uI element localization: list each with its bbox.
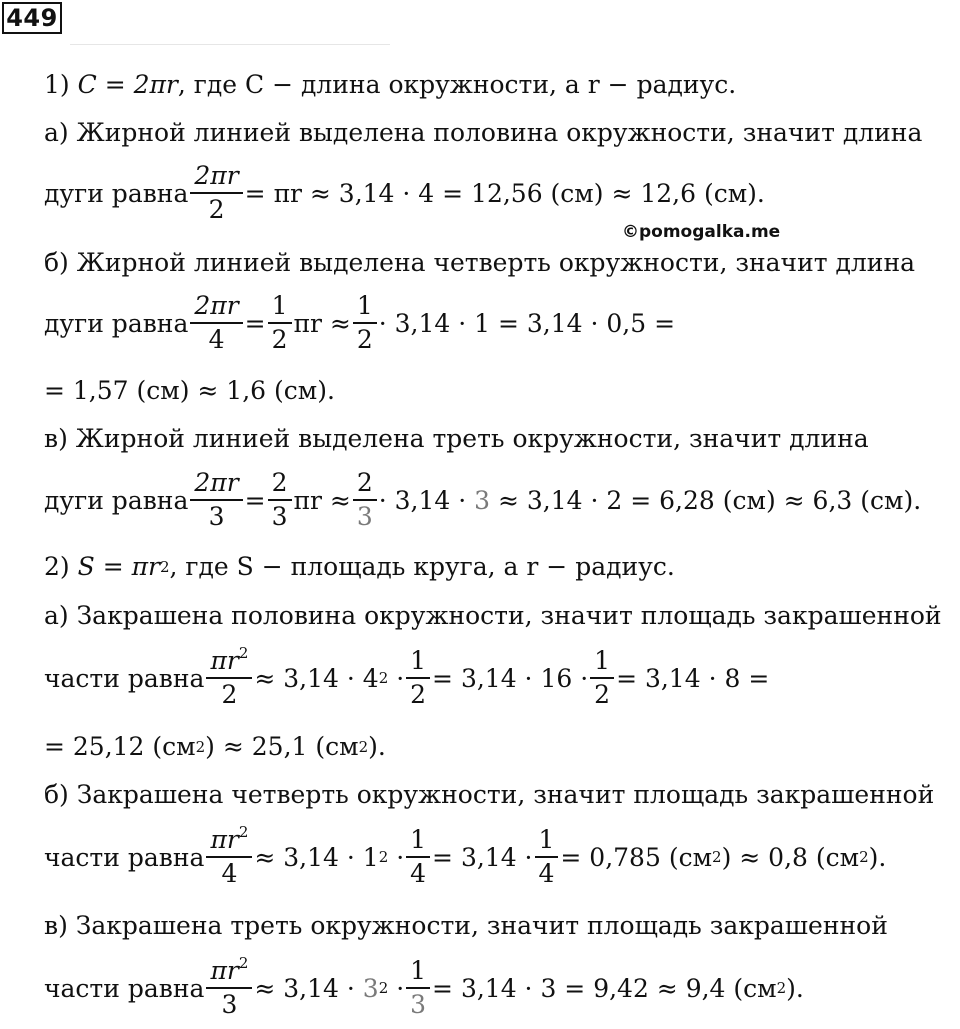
fraction-numerator: [208, 823, 250, 856]
part2-a-formula: части равна $\frac{\pi r^2}{2}$ ≈ 3,14 · 4 2 · $\frac{1}{2}$ = 3,14 · 16 · $\frac{1}{2}$ = 3,14 · 8 =: [44, 644, 770, 710]
part2-a-cont-a: = 25,12 (см: [44, 732, 196, 761]
mult-dot: ·: [396, 663, 405, 693]
part1-b-mid: πr ≈: [293, 308, 351, 338]
part2-c-formula: части равна $\frac{\pi r^2}{3}$ ≈ 3,14 · 3 2 · $\frac{1}{3}$ = 3,14 · 3 = 9,42 ≈ 9,4 (см 2 ).: [44, 954, 804, 1020]
fraction-numerator: 1: [271, 291, 288, 320]
fraction-denominator: 2: [206, 677, 252, 708]
exponent: 2: [238, 954, 249, 972]
part2-a-sentence: а) Закрашена половина окружности, значит площадь закрашенной: [44, 601, 942, 630]
fraction-denominator: 2: [590, 677, 614, 708]
part2-label: 2): [44, 552, 70, 581]
fraction: [355, 470, 375, 531]
fraction-denominator: 3: [406, 987, 430, 1018]
part2-c-text: [44, 913, 888, 938]
fraction: [192, 163, 240, 224]
part1-b-sentence: б) Жирной линией выделена четверть окружности, значит длина: [44, 248, 916, 277]
fraction-numerator: 1: [410, 956, 427, 985]
part1-c-mul: · 3,14 ·: [378, 485, 467, 515]
fraction: [208, 644, 250, 710]
part2-c-r2: ).: [786, 973, 804, 1003]
part1-formula: C = 2πr: [77, 70, 178, 99]
part1-intro-rest: , где C − длина окружности, а r − радиус.: [177, 70, 737, 99]
fraction-denominator: 2: [406, 677, 430, 708]
fraction: [408, 958, 428, 1019]
fraction-denominator: 4: [206, 856, 252, 887]
fraction-denominator: 3: [206, 987, 252, 1018]
fraction: [192, 470, 240, 531]
part2-c-lead: части равна: [44, 973, 205, 1003]
part1-b-lead: дуги равна: [44, 308, 189, 338]
part1-a-rest: = πr ≈ 3,14 · 4 = 12,56 (см) ≈ 12,6 (см).: [244, 178, 765, 208]
fraction: [208, 823, 250, 889]
part2-a-cont-b: ) ≈ 25,1 (см: [205, 732, 359, 761]
part1-b-text: [44, 250, 915, 275]
fraction-numerator: 1: [356, 291, 373, 320]
fraction-denominator: 3: [353, 499, 377, 530]
cancelled-factor: 3: [362, 973, 379, 1003]
faint-rule: [70, 44, 390, 45]
part1-a-lead: дуги равна: [44, 178, 189, 208]
part1-c-sentence: в) Жирной линией выделена треть окружности, значит длина: [44, 424, 869, 453]
fraction-numerator: [208, 954, 250, 987]
fraction-denominator: 4: [190, 322, 242, 353]
fraction-denominator: 2: [190, 192, 242, 223]
fraction-numerator: 2πr: [194, 161, 239, 190]
equals-sign: =: [244, 485, 266, 515]
part1-c-rest: ≈ 3,14 · 2 = 6,28 (см) ≈ 6,3 (см).: [497, 485, 922, 515]
fraction-numerator: 1: [410, 825, 427, 854]
part1-a-text: [44, 120, 922, 145]
part2-intro: 2) S = πr 2 , где S − площадь круга, а r − радиус.: [44, 552, 675, 581]
part2-b-sentence: б) Закрашена четверть окружности, значит площадь закрашенной: [44, 780, 935, 809]
part2-b-text: [44, 782, 934, 807]
fraction: [270, 293, 290, 354]
pi-r: πr: [210, 956, 239, 985]
fraction-numerator: [208, 644, 250, 677]
fraction-denominator: 3: [190, 499, 242, 530]
part1-a-sentence: а) Жирной линией выделена половина окружности, значит длина: [44, 118, 923, 147]
part2-b-r3: ).: [868, 842, 887, 872]
fraction: [208, 954, 250, 1020]
part2-a-s3: = 3,14 · 16 ·: [432, 663, 589, 693]
part2-b-lead: части равна: [44, 842, 205, 872]
problem-number: 449: [2, 2, 62, 34]
part2-b-formula: части равна $\frac{\pi r^2}{4}$ ≈ 3,14 · 1 2 · $\frac{1}{4}$ = 3,14 · $\frac{1}{4}$ = 0,785 (см 2 ) ≈ 0,8 (см 2 ).: [44, 823, 887, 889]
part2-a-text: [44, 603, 942, 628]
fraction-numerator: 2πr: [194, 291, 239, 320]
fraction: [592, 648, 612, 709]
fraction-denominator: 4: [535, 856, 559, 887]
part1-b-cont: = 1,57 (см) ≈ 1,6 (см).: [44, 376, 335, 405]
fraction-numerator: 2: [271, 468, 288, 497]
mult-dot: ·: [396, 973, 405, 1003]
watermark: ©pomogalka.me: [622, 222, 781, 242]
part2-c-s1: ≈ 3,14 ·: [254, 973, 355, 1003]
exponent: 2: [238, 644, 249, 662]
part2-formula: S = πr: [77, 552, 160, 581]
fraction: [192, 293, 240, 354]
mult-dot: ·: [396, 842, 405, 872]
exponent: 2: [238, 823, 249, 841]
fraction-numerator: 2: [356, 468, 373, 497]
part1-b-continuation: [44, 378, 335, 403]
fraction: [408, 648, 428, 709]
pi-r: πr: [210, 825, 239, 854]
part1-b-formula: [44, 293, 675, 354]
equals-sign: =: [244, 308, 266, 338]
fraction: [408, 827, 428, 888]
part1-c-text: [44, 426, 869, 451]
fraction: [355, 293, 375, 354]
part2-b-r2: ) ≈ 0,8 (см: [721, 842, 860, 872]
fraction-denominator: 3: [268, 499, 292, 530]
fraction-numerator: 2πr: [194, 468, 239, 497]
fraction-numerator: 1: [410, 646, 427, 675]
part1-b-rest: · 3,14 · 1 = 3,14 · 0,5 =: [378, 308, 676, 338]
part2-b-r1: = 0,785 (см: [560, 842, 713, 872]
part1-c-formula: [44, 470, 921, 531]
part2-a-continuation: = 25,12 (см 2 ) ≈ 25,1 (см 2 ).: [44, 732, 386, 761]
fraction-numerator: 1: [594, 646, 611, 675]
part1-a-formula: [44, 163, 765, 224]
part2-c-r1: = 3,14 · 3 = 9,42 ≈ 9,4 (см: [432, 973, 777, 1003]
part2-a-rest: = 3,14 · 8 =: [616, 663, 770, 693]
part1-c-lead: дуги равна: [44, 485, 189, 515]
part1-intro: [44, 72, 736, 97]
fraction: [270, 470, 290, 531]
fraction: [537, 827, 557, 888]
fraction-denominator: 2: [268, 322, 292, 353]
part1-label: 1): [44, 70, 70, 99]
fraction-numerator: 1: [538, 825, 555, 854]
part2-a-cont-c: ).: [368, 732, 386, 761]
part2-intro-rest: , где S − площадь круга, а r − радиус.: [169, 552, 675, 581]
part2-c-sentence: в) Закрашена треть окружности, значит площадь закрашенной: [44, 911, 888, 940]
cancelled-factor: 3: [474, 485, 491, 515]
part2-b-s1: ≈ 3,14 · 1: [254, 842, 379, 872]
pi-r: πr: [210, 646, 239, 675]
fraction-denominator: 4: [406, 856, 430, 887]
part2-a-s1: ≈ 3,14 · 4: [254, 663, 379, 693]
part2-a-lead: части равна: [44, 663, 205, 693]
part2-b-s3: = 3,14 ·: [432, 842, 533, 872]
fraction-denominator: 2: [353, 322, 377, 353]
part1-c-mid: πr ≈: [293, 485, 351, 515]
